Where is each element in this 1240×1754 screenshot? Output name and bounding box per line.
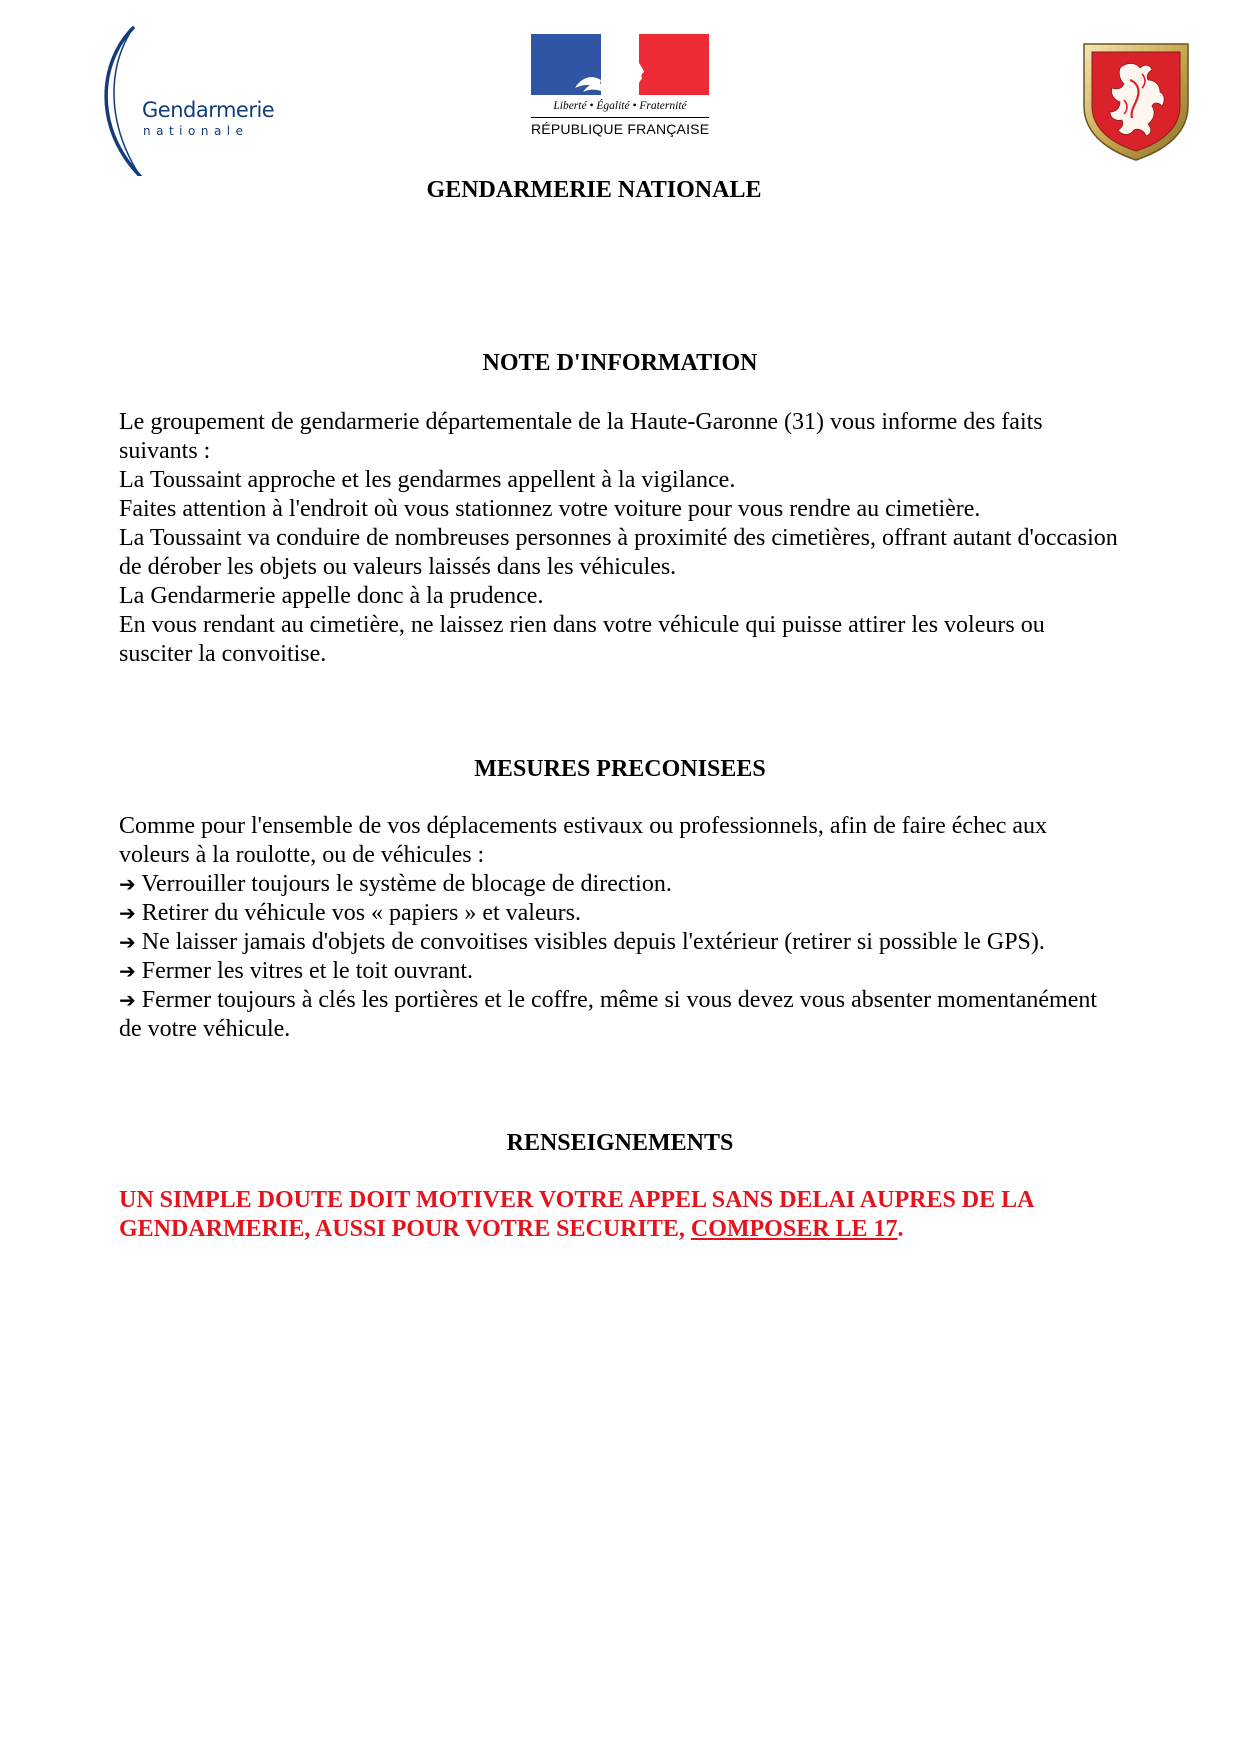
measures-body	[119, 812, 1119, 1044]
republic-name: RÉPUBLIQUE FRANÇAISE	[531, 121, 710, 137]
gendarmerie-logo	[100, 26, 275, 176]
motto-divider	[531, 117, 709, 118]
arrow-right-icon: ➔	[119, 872, 136, 896]
note-paragraph: La Toussaint approche et les gendarmes appellent à la vigilance.	[119, 467, 736, 493]
measures-intro: Comme pour l'ensemble de vos déplacements estivaux ou professionnels, afin de faire échec aux voleurs à la roulotte, ou de véhicules :	[119, 813, 1048, 868]
note-paragraph: En vous rendant au cimetière, ne laissez rien dans votre véhicule qui puisse attirer les voleurs ou susciter la convoitise.	[119, 612, 1045, 667]
note-paragraph: Faites attention à l'endroit où vous stationnez votre voiture pour vous rendre au cimetière.	[119, 496, 981, 522]
measure-item	[119, 870, 1119, 899]
lion-shield-icon	[1080, 40, 1192, 162]
note-paragraph: Le groupement de gendarmerie départementale de la Haute-Garonne (31) vous informe des faits suivants :	[119, 409, 1043, 464]
gendarmerie-logo-subtext: nationale	[143, 124, 249, 138]
organisation-title: GENDARMERIE NATIONALE	[426, 177, 762, 203]
republique-francaise-logo	[531, 34, 709, 142]
measure-item-text: Verrouiller toujours le système de blocage de direction.	[141, 871, 672, 897]
measures-title: MESURES PRECONISEES	[474, 756, 766, 782]
measure-item	[119, 986, 1119, 1044]
measure-item	[119, 928, 1119, 957]
alert-text: UN SIMPLE DOUTE DOIT MOTIVER VOTRE APPEL SANS DELAI AUPRES DE LA GENDARMERIE, AUSSI POUR VOTRE SECURITE,	[119, 1187, 1034, 1242]
note-paragraph: La Toussaint va conduire de nombreuses personnes à proximité des cimetières, offrant autant d'occasion de dérober les objets ou valeurs laissés dans les véhicules.	[119, 525, 1118, 580]
arrow-right-icon: ➔	[119, 930, 136, 954]
emergency-number-link[interactable]: COMPOSER LE 17	[690, 1216, 898, 1242]
measure-item-text: Retirer du véhicule vos « papiers » et valeurs.	[141, 900, 581, 926]
measure-item	[119, 957, 1119, 986]
measure-item-text: Fermer toujours à clés les portières et le coffre, même si vous devez vous absenter momentanément de votre véhicule.	[119, 987, 1098, 1042]
arrow-right-icon: ➔	[119, 959, 136, 983]
arrow-right-icon: ➔	[119, 901, 136, 925]
arrow-right-icon: ➔	[119, 988, 136, 1012]
note-body	[119, 408, 1119, 669]
note-title: NOTE D'INFORMATION	[482, 350, 758, 376]
note-paragraph: La Gendarmerie appelle donc à la prudence.	[119, 583, 544, 609]
measure-item-text: Fermer les vitres et le toit ouvrant.	[141, 958, 474, 984]
alert-end: .	[897, 1216, 904, 1242]
measure-item	[119, 899, 1119, 928]
marianne-flag-icon	[531, 34, 709, 95]
alert-message	[119, 1186, 1119, 1244]
measure-item-text: Ne laisser jamais d'objets de convoitises visibles depuis l'extérieur (retirer si possible le GPS).	[141, 929, 1045, 955]
republic-motto: Liberté • Égalité • Fraternité	[553, 100, 687, 112]
gendarmerie-logo-text: Gendarmerie	[142, 98, 275, 122]
coat-of-arms-logo	[1080, 40, 1192, 162]
info-title: RENSEIGNEMENTS	[506, 1130, 734, 1156]
